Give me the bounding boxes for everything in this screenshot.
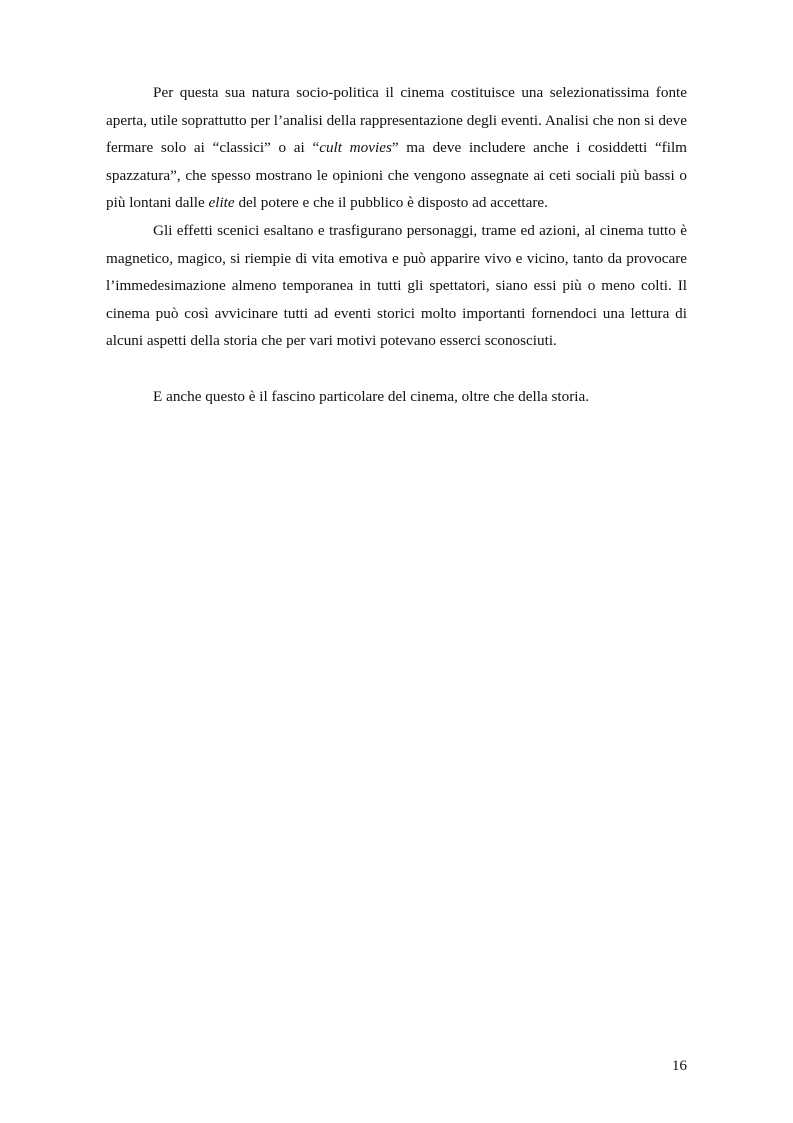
page-number: 16 xyxy=(671,1057,687,1074)
italic-term-cult-movies: cult movies xyxy=(319,139,392,157)
italic-term-elite: elite xyxy=(208,194,235,212)
paragraph-3-segment-1: E anche questo è il fascino particolare del cinema, oltre che della storia. xyxy=(153,387,590,405)
paragraph-2 xyxy=(106,217,687,355)
paragraph-1 xyxy=(106,79,687,217)
paragraph-1-segment-5: del potere e che il pubblico è disposto ad accettare. xyxy=(234,194,548,212)
paragraph-3 xyxy=(106,383,687,411)
paragraph-1-segment-1: Per questa sua natura socio-politica il cinema costituisce una selezionatissima fonte aperta, utile soprattutto per l’analisi della rappresentazione degli eventi. Analisi che non si deve fermare solo ai “classici” o ai “ xyxy=(106,84,687,157)
paragraph-2-segment-1: Gli effetti scenici esaltano e trasfigurano personaggi, trame ed azioni, al cinema tutto è magnetico, magico, si riempie di vita emotiva e può apparire vivo e vicino, tanto da provocare l’immedesimazione almeno temporanea in tutti gli spettatori, siano essi più o meno colti. Il cinema può così avvicinare tutti ad eventi storici molto importanti fornendoci una lettura di alcuni aspetti della storia che per vari motivi potevano esserci sconosciuti. xyxy=(106,221,687,350)
paragraph-1-segment-3: ” ma deve includere anche i cosiddetti “film spazzatura”, che spesso mostrano le opinioni che vengono assegnate ai ceti sociali più bassi o più lontani dalle xyxy=(106,139,687,212)
body-text xyxy=(106,79,687,410)
